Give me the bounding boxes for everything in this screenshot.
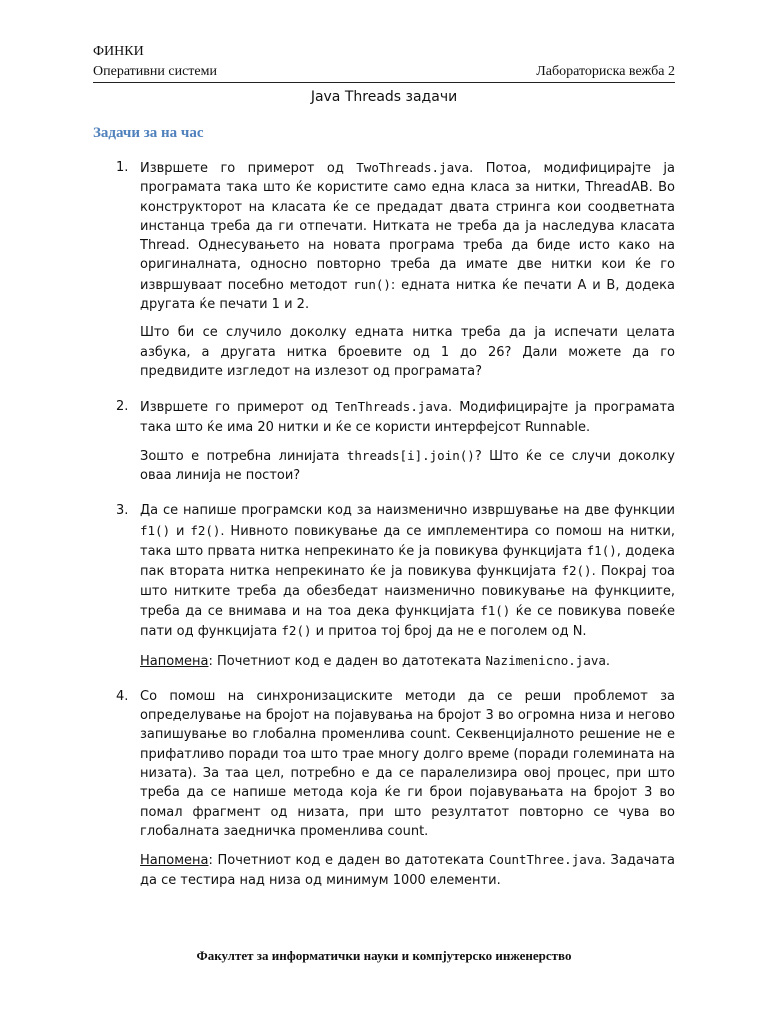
text-run: и притоа тој број да не е поголем од N. <box>311 624 587 640</box>
header-course: Оперативни системи <box>93 64 217 79</box>
header-exercise: Лабораториска вежба 2 <box>536 64 675 79</box>
header-row <box>93 62 675 83</box>
task-number: 3. <box>116 503 129 519</box>
text-run: , додека пак втората нитка непрекинато ќе ја повикува функцијата <box>140 544 675 580</box>
text-run: . Задачата да се тестира над низа од минимум 1000 елементи. <box>140 853 675 888</box>
page-header <box>93 42 675 83</box>
task-paragraph: Со помош на синхронизациските методи да се реши проблемот за определување на бројот на појавувања на бројот 3 во огромна низа и негово запишување во глобална променлива count. Секвенцијалното решение не е прифатливо поради тоа што трае многу долго време (поради големината на низата). За таа цел, потребно е да се паралелизира овој процес, при што треба да се напише метода која ќе ги брои појавувањата на бројот 3 во помал фрагмент од низата, при што резултатот повторно се чува во глобалната заедничка променлива count. <box>140 688 675 839</box>
task-paragraph: Што би се случило доколку едната нитка треба да ја испечати целата азбука, а другата нитка броевите од 1 до 26? Дали можете да го предвидите изгледот на излезот од програмата? <box>140 325 675 379</box>
text-run: . Модифицирајте ја програмата така што ќе има 20 нитки и ќе се користи интерфејсот Runnable. <box>140 400 675 435</box>
task-note <box>140 850 675 890</box>
text-run: Извршете го примерот од <box>140 400 336 416</box>
task-3 <box>93 501 675 670</box>
header-org: ФИНКИ <box>93 44 144 59</box>
text-run: Зошто е потребна линијата <box>140 448 347 464</box>
code-run: run() <box>353 276 391 292</box>
code-run: CountThree.java <box>488 852 602 868</box>
text-run: Да се напише програмски код за наизменично извршување на две функции <box>140 503 675 519</box>
task-list <box>93 158 675 906</box>
text-run: : Почетниот код е даден во датотеката <box>208 653 486 669</box>
code-run: TwoThreads.java <box>356 160 470 175</box>
document-title: Java Threads задачи <box>310 89 458 105</box>
code-run: f2() <box>561 563 592 579</box>
text-run: : Почетниот код е даден во датотеката <box>208 853 489 869</box>
text-run: . Покрај тоа што нитките треба да обезбедат наизменично повикување на функциите, треба да се внимава и на тоа дека функцијата <box>140 564 675 619</box>
code-run: f2() <box>281 623 312 639</box>
code-run: TenThreads.java <box>335 399 448 415</box>
task-paragraph <box>140 446 675 486</box>
text-run: . <box>605 653 611 669</box>
text-run: ? Што ќе се случи доколку оваа линија не постои? <box>140 448 675 484</box>
task-note <box>140 651 675 671</box>
text-run: ќе се повикува повеќе пати од функцијата <box>140 603 675 640</box>
code-run: f1() <box>480 602 511 618</box>
code-run: f1() <box>140 522 171 538</box>
note-label: Напомена <box>140 853 209 869</box>
task-number: 2. <box>116 399 129 415</box>
task-paragraph <box>140 397 675 437</box>
page-footer: Факултет за информатички науки и компјутерско инженерство <box>196 948 572 963</box>
text-run: : едната нитка ќе печати A и B, додека другата ќе печати 1 и 2. <box>140 277 675 313</box>
section-heading: Задачи за на час <box>93 125 204 141</box>
text-run: и <box>170 523 191 539</box>
code-run: threads[i].join() <box>346 447 475 463</box>
text-run: . Нивното повикување да се имплементира со помош на нитки, така што првата нитка непрекинато ќе ја повикува функцијата <box>140 523 675 560</box>
code-run: f1() <box>586 543 617 559</box>
code-run: Nazimenicno.java <box>485 652 606 668</box>
task-2 <box>93 397 675 485</box>
task-1 <box>93 158 675 381</box>
task-paragraph <box>140 158 675 314</box>
task-4 <box>93 687 675 890</box>
note-label: Напомена <box>140 653 209 669</box>
text-run: Извршете го примерот од <box>140 161 357 176</box>
task-number: 1. <box>116 160 129 175</box>
task-number: 4. <box>116 688 129 704</box>
task-paragraph <box>140 501 675 641</box>
code-run: f2() <box>190 522 221 538</box>
text-run: . Потоа, модифицирајте ја програмата така што ќе користите само една класа за нитки, ThreadAB. Во конструкторот на класата ќе се предадат двата стринга кои соодветната инстанца треба да ги отпечати. Нитката не треба да ја наследува класата Thread. Однесувањето на новата програма треба да биде исто како на оригиналната, односно повторно треба да имате две нитки кои ќе го извршуваат посебно методот <box>140 161 676 293</box>
